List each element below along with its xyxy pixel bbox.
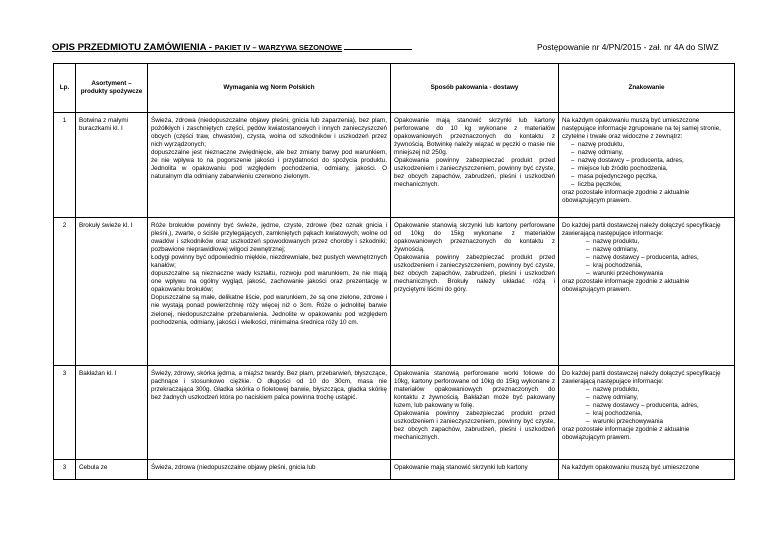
table-row xyxy=(54,366,735,460)
dash-bullet: – xyxy=(571,181,579,189)
cell-packaging xyxy=(391,113,559,218)
labeling-item xyxy=(562,181,731,189)
table-body xyxy=(54,113,735,480)
dash-bullet: – xyxy=(586,238,594,246)
labeling-item-text: kraj pochodzenia, xyxy=(593,262,643,270)
cell-packaging xyxy=(391,366,559,460)
title-underline xyxy=(344,48,412,50)
labeling-outro: oraz pozostałe informacje zgodnie z aktualnie obowiązującym prawem. xyxy=(562,426,690,442)
cell-lp: 3 xyxy=(54,460,76,480)
cell-product: Cebula ze xyxy=(76,460,148,480)
labeling-item xyxy=(562,141,731,149)
cell-lp: 2 xyxy=(54,218,76,366)
labeling-item xyxy=(562,410,731,418)
labeling-item-text: masa pojedynczego pęczka, xyxy=(578,173,658,181)
col-header-requirements: Wymagania wg Norm Polskich xyxy=(148,64,391,113)
labeling-item-text: nazwę odmiany, xyxy=(593,246,639,254)
requirement-text: Świeży, zdrowy, skórka jędrna, a miąższ twardy. Bez plam, przebarwień, błyszczące, pachnące i stosunkowo ciężkie. O długości od 10 do 30cm, masa nie przekraczająca 300g. Gładka skórka o fioletowej barwie, błyszcząca, gładka skórkę bez żadnych uszkodzeń która po naciskiem palca powinna trochę ustąpić. xyxy=(151,370,387,402)
labeling-item xyxy=(562,394,731,402)
cell-lp: 3 xyxy=(54,366,76,460)
dash-bullet: – xyxy=(586,386,594,394)
col-header-product: Asortyment – produkty spożywcze xyxy=(76,64,148,113)
title-sub: PAKIET IV – WARZYWA SEZONOWE xyxy=(214,43,343,52)
labeling-item xyxy=(562,246,731,254)
labeling-item xyxy=(562,238,731,246)
dash-bullet: – xyxy=(571,149,579,157)
table-row xyxy=(54,460,735,480)
cell-labeling xyxy=(559,218,735,366)
dash-bullet: – xyxy=(586,270,594,278)
cell-product: Brokuły świeże kl. I xyxy=(76,218,148,366)
col-header-packaging: Sposób pakowania - dostawy xyxy=(391,64,559,113)
labeling-item-text: nazwę dostawcy – producenta, adres, xyxy=(578,157,684,165)
cell-packaging xyxy=(391,460,559,480)
dash-bullet: – xyxy=(586,246,594,254)
labeling-item-text: liczba pęczków, xyxy=(578,181,622,189)
labeling-intro: Na każdym opakowaniu muszą być umieszczone następujące informacje zgrupowane na tej samej stronie, czytelne i trwałe oraz widoczne z zewnątrz: xyxy=(562,117,721,141)
cell-product: Botwina z małymi buraczkami kl. I xyxy=(76,113,148,218)
labeling-item-text: nazwę produktu, xyxy=(593,238,640,246)
dash-bullet: – xyxy=(571,157,579,165)
labeling-intro: Do każdej partii dostawczej należy dołączyć specyfikację zawierającą następujące informacje: xyxy=(562,222,721,238)
cell-requirements xyxy=(148,460,391,480)
requirement-text: Świeża, zdrowa (niedopuszczalne objawy pleśni, gnicia lub zaparzenia), bez plam, pożółkłych i zaschniętych części, pędów kwiatostanowych i innych zanieczyszczeń obcych (części traw, chwastów), czysta, wolna od szkodników i uszkodzeń przez nich wyrządzonych; xyxy=(151,117,387,149)
labeling-item xyxy=(562,165,731,173)
labeling-item xyxy=(562,418,731,426)
requirement-text: Dopuszczalne są małe, delikatne liście, pod warunkiem, że są one zielone, zdrowe i nie wystają ponad powierzchnię róży więcej niż o 3cm. Róże o jednolitej barwie zielonej, niedopuszczalne przebarwienia. Jednolite w opakowaniu pod względem pochodzenia, odmiany, jakości i wielkości, minimalna średnica róży 10 cm. xyxy=(151,294,387,326)
cell-requirements xyxy=(148,218,391,366)
dash-bullet: – xyxy=(586,262,594,270)
labeling-item xyxy=(562,149,731,157)
labeling-item xyxy=(562,386,731,394)
cell-packaging xyxy=(391,218,559,366)
table-row xyxy=(54,218,735,366)
labeling-item-text: miejsce lub źródło pochodzenia, xyxy=(578,165,668,173)
labeling-item xyxy=(562,157,731,165)
col-header-lp: Lp. xyxy=(54,64,76,113)
labeling-item-text: nazwę odmiany, xyxy=(593,394,639,402)
cell-labeling xyxy=(559,460,735,480)
labeling-item xyxy=(562,262,731,270)
dash-bullet: – xyxy=(571,141,579,149)
dash-bullet: – xyxy=(586,410,594,418)
labeling-item-text: kraj pochodzenia, xyxy=(593,410,643,418)
labeling-outro: oraz pozostałe informacje zgodnie z aktualnie obowiązującym prawem. xyxy=(562,278,690,294)
packaging-text: Opakowanie stanowią skrzynki lub kartony perforowane od 10kg do 15kg wykonane z materiałów opakowaniowych przeznaczonych do kontaktu z żywnością. xyxy=(394,222,555,254)
table-row xyxy=(54,113,735,218)
packaging-text: Opakowania stanowią perforowane worki foliowe do 10kg, kartony perforowane od 10kg do 15kg wykonane z materiałów opakowaniowych przeznaczonych do kontaktu z żywnością. Bakłażan może być pakowany luzem, lub pakowany w folię. xyxy=(394,370,555,410)
dash-bullet: – xyxy=(586,402,594,410)
labeling-item xyxy=(562,270,731,278)
labeling-intro: Na każdym opakowaniu muszą być umieszczone xyxy=(562,464,700,471)
labeling-item xyxy=(562,254,731,262)
labeling-item-text: warunki przechowywania xyxy=(593,418,664,426)
labeling-item-text: nazwę dostawcy – producenta, adres, xyxy=(593,402,699,410)
labeling-item-text: nazwę produktu, xyxy=(578,141,625,149)
packaging-text: Opakowania powinny zabezpieczać produkt przed uszkodzeniem i zanieczyszczeniem, powinny być czyste, bez obcych zapachów, zabrudzeń, pleśni i uszkodzeń mechanicznych. Brokuły należy układać różą i przyciętymi liśćmi do góry. xyxy=(394,254,555,294)
col-header-labeling: Znakowanie xyxy=(559,64,735,113)
title-main: OPIS PRZEDMIOTU ZAMÓWIENIA - xyxy=(52,42,215,53)
dash-bullet: – xyxy=(571,165,579,173)
cell-requirements xyxy=(148,113,391,218)
labeling-item-text: nazwę produktu, xyxy=(593,386,640,394)
page-title xyxy=(52,42,412,53)
packaging-text: Opakowania powinny zabezpieczać produkt przed uszkodzeniem i zanieczyszczeniem, powinny być czyste, bez obcych zapachów, zabrudzeń, pleśni i uszkodzeń mechanicznych. xyxy=(394,410,555,442)
dash-bullet: – xyxy=(586,394,594,402)
packaging-text: Opakowanie mają stanowić skrzynki lub kartony xyxy=(394,464,528,471)
requirement-text: Róże brokułów powinny być świeże, jędrne, czyste, zdrowe (bez oznak gnicia i pleśni,), zwarte, o ściśle przylegających, zamkniętych pąkach kwiatowych; wolne od owadów i szkodników oraz uszkodzeń spowodowanych przez choroby i szkodniki; pozbawione nieprawidłowej wilgoci zewnętrznej; xyxy=(151,222,387,254)
requirement-text: dopuszczalne są nieznaczne wady kształtu, rozwoju pod warunkiem, że nie mają one wpływu na ogólny wygląd, jakość, zachowanie jakości oraz prezentację w opakowaniu brokułów; xyxy=(151,270,387,294)
labeling-intro: Do każdej partii dostawczej należy dołączyć specyfikację zawierającą następujące informacje: xyxy=(562,370,721,386)
labeling-item-text: nazwę dostawcy – producenta, adres, xyxy=(593,254,699,262)
cell-labeling xyxy=(559,366,735,460)
labeling-item xyxy=(562,402,731,410)
cell-requirements xyxy=(148,366,391,460)
product-table xyxy=(53,63,735,480)
packaging-text: Opakowanie mają stanowić skrzynki lub kartony perforowane do 10 kg wykonane z materiałów opakowaniowych przeznaczonych do kontaktu z żywnością. Botwinkę należy wiązać w pęczki o masie nie mniejszej niż 250g. xyxy=(394,117,555,157)
requirement-text: Łodygi powinny być odpowiednio miękkie, niezdrewniałe, bez pustych wewnętrznych kanałów; xyxy=(151,254,387,270)
cell-product: Bakłażan kl. I xyxy=(76,366,148,460)
dash-bullet: – xyxy=(571,173,579,181)
procedure-reference: Postępowanie nr 4/PN/2015 - zał. nr 4A do SIWZ xyxy=(537,42,719,52)
labeling-outro: oraz pozostałe informacje zgodnie z aktualnie obowiązującym prawem. xyxy=(562,189,690,205)
labeling-item-text: warunki przechowywania xyxy=(593,270,664,278)
cell-labeling xyxy=(559,113,735,218)
labeling-item-text: nazwę odmiany, xyxy=(578,149,624,157)
requirement-text: Świeża, zdrowa (niedopuszczalne objawy pleśni, gnicia lub xyxy=(151,464,316,471)
labeling-item xyxy=(562,173,731,181)
packaging-text: Opakowania powinny zabezpieczać produkt przed uszkodzeniem i zanieczyszczeniem, powinny być czyste, bez obcych zapachów, zabrudzeń, pleśni i uszkodzeń mechanicznych. xyxy=(394,157,555,189)
cell-lp: 1 xyxy=(54,113,76,218)
dash-bullet: – xyxy=(586,418,594,426)
table-header-row xyxy=(54,64,735,113)
dash-bullet: – xyxy=(586,254,594,262)
requirement-text: dopuszczalne jest nieznaczne zwiędnięcie, ale bez zmiany barwy pod warunkiem, że nie wpływa to na pogorszenie jakości i przydatności do spożycia produktu. Jednolita w opakowaniu pod względem pochodzenia, odmiany, jakości. O naturalnym dla odmiany zabarwieniu czerwono zielonym. xyxy=(151,149,387,181)
